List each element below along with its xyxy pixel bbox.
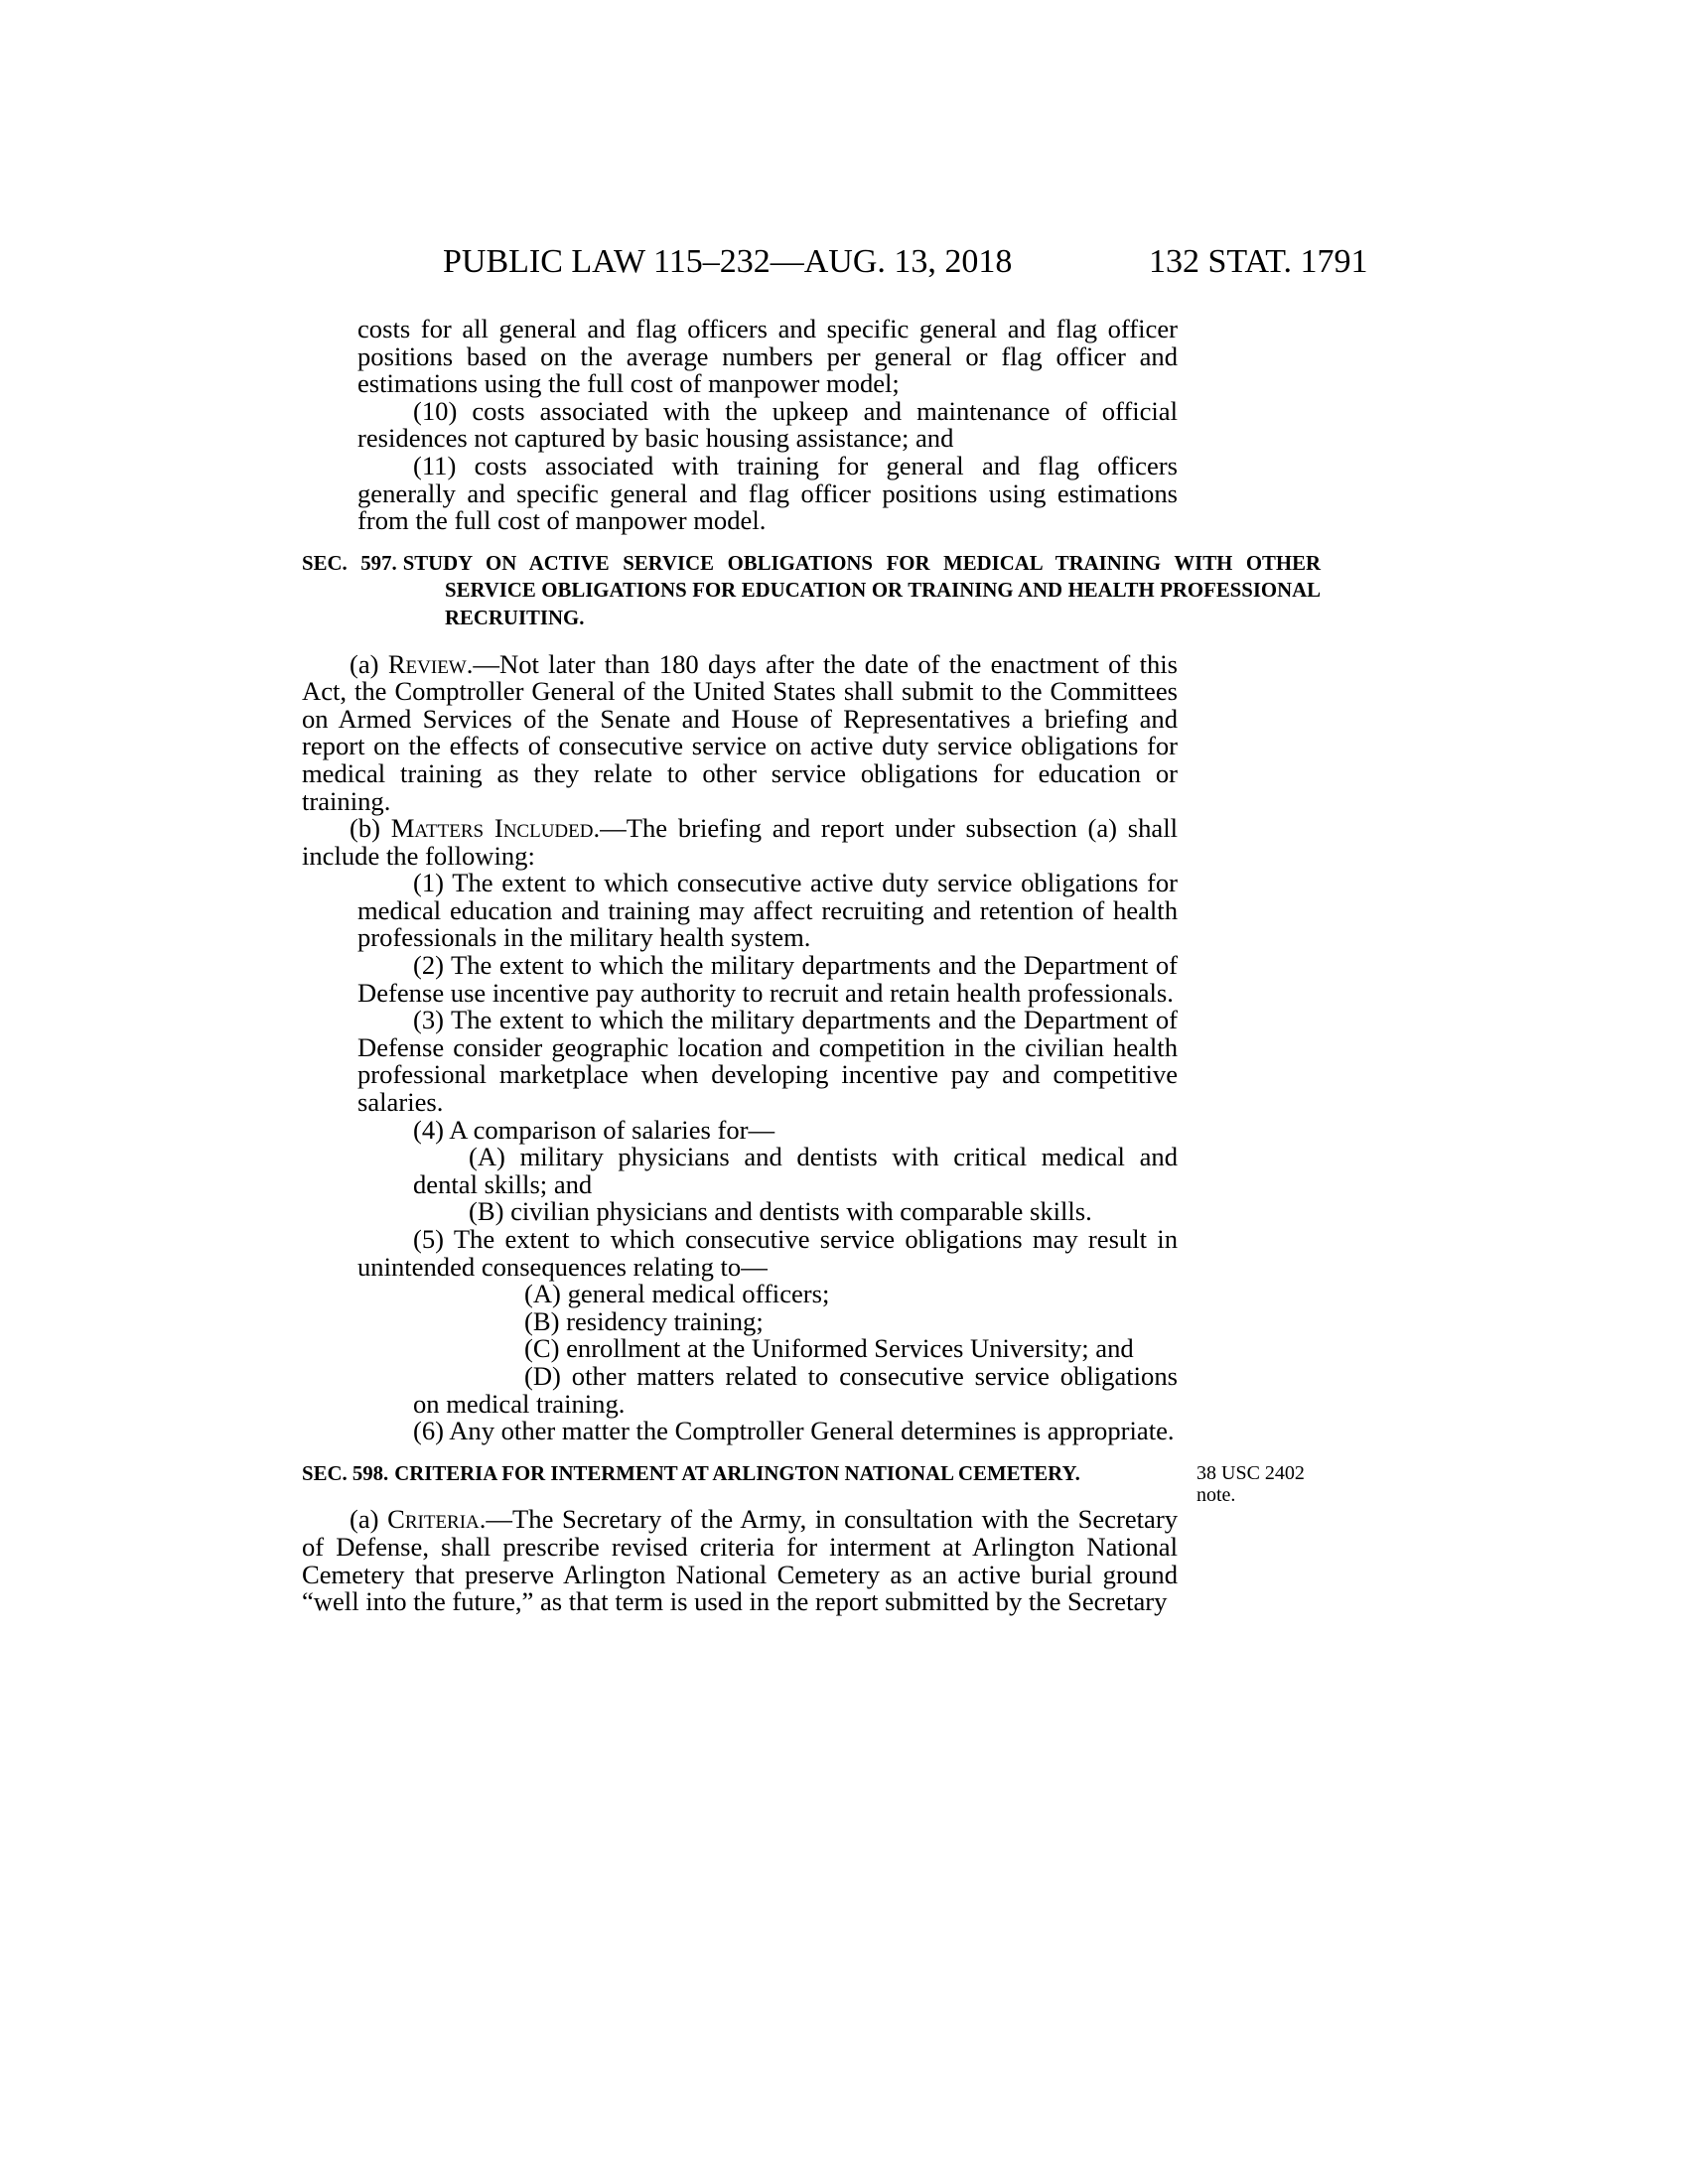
subsection-b-text: The briefing and report under subsection (a) shall include the following: — [302, 813, 1179, 871]
section-597-heading — [302, 550, 1321, 632]
section-598-label: SEC. 598. — [302, 1461, 389, 1485]
item-4-b: (B) civilian physicians and dentists with comparable skills. — [469, 1196, 1092, 1227]
margin-note-line-1: 38 USC 2402 — [1196, 1461, 1305, 1484]
para-10: (10) costs associated with the upkeep and maintenance of official residences not captured by basic housing assistance; and — [357, 395, 1178, 454]
section-598-subsection-a: (a) Criteria.—The Secretary of the Army, in consultation with the Secretary of Defense, shall prescribe revised criteria for interment at Arlington National Cemetery that preserve Arlington National Cemetery as an active burial ground “well into the future,” as that term is used in the report submitted by the Secretary — [302, 1504, 1178, 1617]
margin-note-usc-citation — [1196, 1462, 1345, 1506]
section-597-subsection-a: (a) Review.—Not later than 180 days after the date of the enactment of this Act, the Comptroller General of the United States shall submit to the Committees on Armed Services of the Senate and House of Representatives a briefing and report on the effects of consecutive service on active duty service obligations for medical training as they relate to other service obligations for education or training. — [302, 648, 1178, 816]
item-5: (5) The extent to which consecutive service obligations may result in unintended consequences relating to— — [357, 1224, 1178, 1282]
item-5-d: (D) other matters related to consecutive service obligations on medical training. — [413, 1360, 1178, 1419]
section-598-title: CRITERIA FOR INTERMENT AT ARLINGTON NATIONAL CEMETERY. — [394, 1461, 1080, 1485]
section-598-heading — [302, 1460, 1321, 1488]
subsection-a-heading: Review — [387, 648, 467, 679]
section-597-subsection-b: (b) Matters Included.—The briefing and report under subsection (a) shall include the following: — [302, 813, 1179, 871]
subsection-a-text: Not later than 180 days after the date of the enactment of this Act, the Comptroller General of the United States shall submit to the Committees on Armed Services of the Senate and House of Representatives a briefing and report on the effects of consecutive service on active duty service obligations for medical training as they relate to other service obligations for education or training. — [302, 648, 1178, 816]
subsection-b-num: (b) — [350, 813, 381, 844]
section-597-label: SEC. 597. — [302, 551, 397, 575]
item-5-a: (A) general medical officers; — [524, 1279, 830, 1309]
para-11: (11) costs associated with training for general and flag officers generally and specific general and flag officer positions using estimations from the full cost of manpower model. — [357, 450, 1178, 536]
sec598-subsection-a-num: (a) — [350, 1504, 379, 1535]
running-header-page: 132 STAT. 1791 — [1149, 243, 1368, 280]
running-header-title: PUBLIC LAW 115–232—AUG. 13, 2018 — [443, 243, 1013, 280]
sec598-subsection-a-heading: Criteria — [387, 1504, 480, 1535]
margin-note-line-2: note. — [1196, 1483, 1236, 1506]
item-4-a: (A) military physicians and dentists with critical medical and dental skills; and — [413, 1142, 1178, 1199]
sec598-subsection-a-text: The Secretary of the Army, in consultation with the Secretary of Defense, shall prescribe revised criteria for interment at Arlington National Cemetery that preserve Arlington National Cemetery as an active burial ground “well into the future,” as that term is used in the report submitted by the Secretary — [302, 1504, 1178, 1617]
item-1: (1) The extent to which consecutive active duty service obligations for medical education and training may affect recruiting and retention of health professionals in the military health system. — [357, 868, 1178, 953]
item-6: (6) Any other matter the Comptroller General determines is appropriate. — [413, 1416, 1175, 1446]
item-4: (4) A comparison of salaries for— — [413, 1114, 775, 1145]
item-5-b: (B) residency training; — [524, 1305, 764, 1336]
item-2: (2) The extent to which the military departments and the Department of Defense use incentive pay authority to recruit and retain health professionals. — [357, 950, 1178, 1008]
item-3: (3) The extent to which the military departments and the Department of Defense consider geographic location and competition in the civilian health professional marketplace when developing incentive pay and competitive salaries. — [357, 1005, 1178, 1118]
subsection-b-heading: Matters Included — [390, 813, 594, 844]
item-5-c: (C) enrollment at the Uniformed Services University; and — [524, 1333, 1134, 1364]
subsection-a-num: (a) — [350, 648, 379, 679]
section-597-title: STUDY ON ACTIVE SERVICE OBLIGATIONS FOR MEDICAL TRAINING WITH OTHER SERVICE OBLIGATIONS FOR EDUCATION OR TRAINING AND HEALTH PROFESSIONAL RECRUITING. — [402, 551, 1321, 629]
para-9-continuation: costs for all general and flag officers and specific general and flag officer positions based on the average numbers per general or flag officer and estimations using the full cost of manpower model; — [357, 314, 1178, 399]
